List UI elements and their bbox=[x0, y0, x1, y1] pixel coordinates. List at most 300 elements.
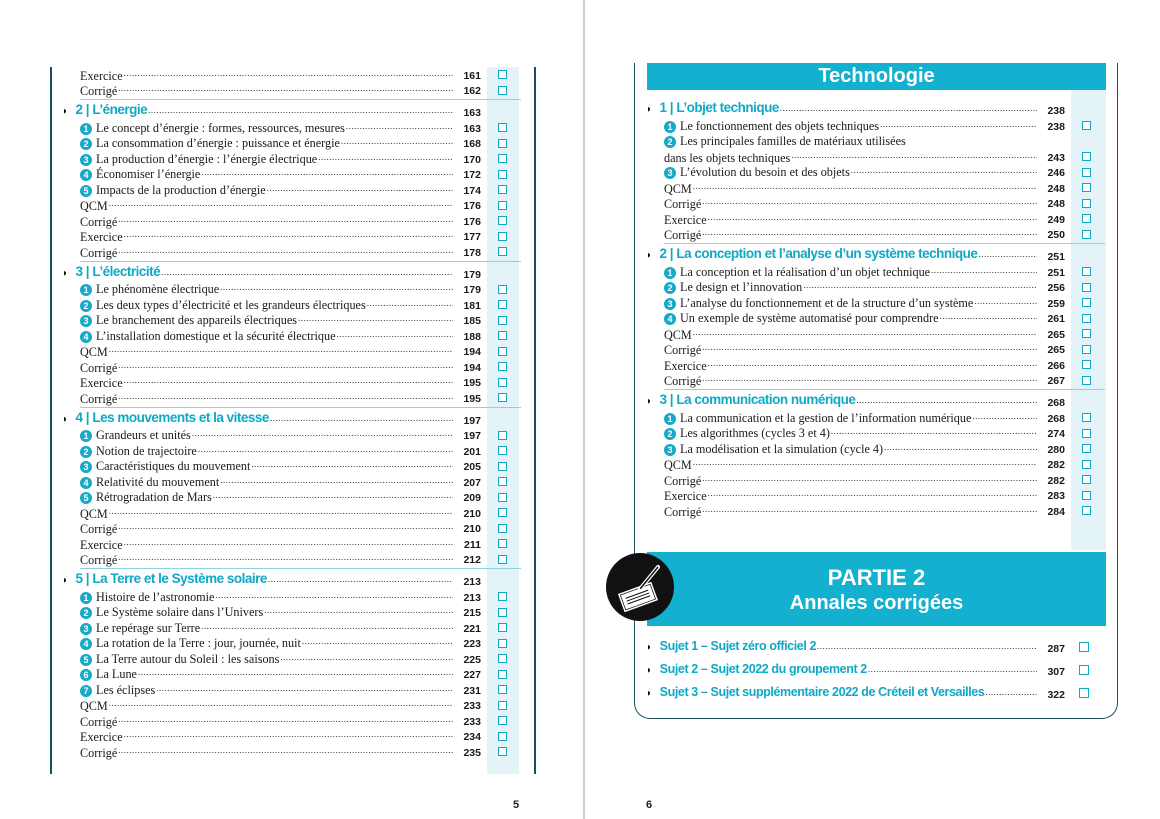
checkbox-icon[interactable] bbox=[498, 216, 507, 225]
page-ref: 283 bbox=[1047, 490, 1065, 502]
annale-entry[interactable] bbox=[646, 684, 1065, 702]
checkbox-icon[interactable] bbox=[1082, 314, 1091, 323]
entry-label: Les deux types d’électricité et les grandeurs électriques bbox=[96, 297, 366, 312]
dot-leader bbox=[118, 518, 453, 533]
entry-label: Le Système solaire dans l’Univers bbox=[96, 605, 264, 619]
dot-leader bbox=[302, 633, 453, 648]
checkbox-icon[interactable] bbox=[498, 123, 507, 132]
chapter-title-wrap bbox=[646, 247, 977, 264]
page-ref: 280 bbox=[1047, 443, 1065, 456]
entry-label-wrap bbox=[80, 199, 108, 213]
page-ref: 211 bbox=[464, 538, 481, 551]
checkbox-icon[interactable] bbox=[498, 201, 507, 210]
checkbox-icon[interactable] bbox=[1079, 688, 1089, 698]
dot-leader bbox=[215, 587, 453, 602]
entry-label: Exercice bbox=[664, 212, 707, 227]
dot-leader bbox=[972, 408, 1037, 423]
dot-leader bbox=[341, 133, 453, 148]
dot-leader bbox=[702, 470, 1037, 485]
entry-label-wrap bbox=[80, 282, 219, 297]
checkbox-icon[interactable] bbox=[498, 608, 507, 617]
entry-label: Exercice bbox=[80, 730, 123, 744]
entry-label-wrap bbox=[80, 730, 123, 744]
page-ref: 243 bbox=[1047, 151, 1065, 164]
entry-label: Corrigé bbox=[80, 214, 118, 229]
entry-label-wrap bbox=[80, 313, 297, 328]
checkbox-icon[interactable] bbox=[498, 139, 507, 148]
dot-leader bbox=[884, 439, 1037, 454]
entry-label: Corrigé bbox=[664, 374, 702, 388]
dot-leader bbox=[124, 65, 453, 80]
checkbox-icon[interactable] bbox=[1082, 413, 1091, 422]
checkbox-icon[interactable] bbox=[498, 639, 507, 648]
dot-leader bbox=[201, 164, 453, 179]
page-ref: 194 bbox=[463, 346, 481, 358]
entry-label: Exercice bbox=[80, 230, 123, 244]
entry-label-wrap bbox=[80, 121, 345, 136]
section-number-badge: 2 bbox=[80, 607, 92, 619]
checkbox-icon[interactable] bbox=[1082, 460, 1091, 469]
page-ref: 172 bbox=[463, 169, 481, 181]
checkbox-icon[interactable] bbox=[498, 462, 507, 471]
section-number-badge: 3 bbox=[80, 315, 92, 327]
page-ref: 177 bbox=[463, 231, 481, 243]
entry-label: L’installation domestique et la sécurité électrique bbox=[96, 328, 336, 343]
page-ref: 268 bbox=[1047, 412, 1065, 425]
dot-leader bbox=[118, 388, 453, 403]
checkbox-icon[interactable] bbox=[1082, 360, 1091, 369]
checkbox-icon[interactable] bbox=[1079, 642, 1089, 652]
checkbox-icon[interactable] bbox=[498, 393, 507, 402]
entry-label-wrap bbox=[80, 69, 123, 83]
entry-label: Corrigé bbox=[664, 343, 702, 357]
dot-leader bbox=[803, 277, 1037, 292]
part-subtitle: Annales corrigées bbox=[789, 592, 964, 614]
checkbox-icon[interactable] bbox=[1082, 121, 1091, 130]
entry-label: Le fonctionnement des objets techniques bbox=[680, 118, 880, 133]
entry-label: Exercice bbox=[80, 537, 123, 552]
entry-label-wrap bbox=[80, 507, 108, 521]
checkbox-icon[interactable] bbox=[498, 654, 507, 663]
dot-leader bbox=[708, 485, 1037, 500]
checkbox-icon[interactable] bbox=[498, 747, 507, 756]
entry-label: Corrigé bbox=[664, 228, 702, 242]
page-ref: 176 bbox=[463, 215, 481, 228]
checkbox-icon[interactable] bbox=[498, 247, 507, 256]
triangle-bullet-icon: ◗ bbox=[646, 396, 652, 407]
checkbox-icon[interactable] bbox=[498, 185, 507, 194]
entry-label-wrap bbox=[664, 328, 692, 342]
dot-leader bbox=[337, 326, 454, 341]
entry-label: Le phénomène électrique bbox=[96, 282, 220, 296]
dot-leader bbox=[192, 425, 453, 440]
dot-leader bbox=[367, 295, 453, 310]
chapter-separator bbox=[80, 261, 521, 262]
checkbox-icon[interactable] bbox=[1082, 506, 1091, 515]
entry-label-wrap bbox=[664, 458, 692, 472]
triangle-bullet-icon: ◗ bbox=[62, 267, 68, 279]
dot-leader bbox=[702, 193, 1037, 208]
checkbox-icon[interactable] bbox=[498, 701, 507, 710]
page-ref: 179 bbox=[463, 268, 481, 281]
annale-title-wrap bbox=[646, 639, 816, 656]
entry-label: QCM bbox=[80, 199, 108, 213]
section-number-badge: 3 bbox=[80, 154, 92, 166]
page-ref: 181 bbox=[463, 299, 481, 312]
dot-leader bbox=[118, 357, 453, 372]
page-ref: 287 bbox=[1047, 643, 1065, 655]
page-ref: 207 bbox=[463, 476, 481, 489]
checkbox-icon[interactable] bbox=[498, 477, 507, 486]
checkbox-icon[interactable] bbox=[498, 300, 507, 309]
toc-entry[interactable] bbox=[80, 83, 481, 99]
checkbox-icon[interactable] bbox=[1082, 376, 1091, 385]
checkbox-icon[interactable] bbox=[498, 431, 507, 440]
entry-label: Les algorithmes (cycles 3 et 4) bbox=[680, 426, 830, 440]
entry-label-wrap bbox=[80, 345, 108, 359]
section-number-badge: 2 bbox=[664, 428, 676, 440]
entry-label: Corrigé bbox=[80, 245, 118, 260]
checkbox-icon[interactable] bbox=[1082, 491, 1091, 500]
dot-leader bbox=[148, 102, 453, 117]
page-ref: 259 bbox=[1047, 297, 1065, 310]
page-ref: 267 bbox=[1047, 375, 1065, 387]
toc-entry[interactable] bbox=[80, 390, 481, 406]
entry-label-wrap bbox=[80, 522, 117, 536]
entry-label: La communication et la gestion de l’information numérique bbox=[680, 410, 972, 425]
checkbox-icon[interactable] bbox=[1082, 329, 1091, 338]
checkbox-icon[interactable] bbox=[1082, 345, 1091, 354]
page-ref: 246 bbox=[1047, 167, 1065, 179]
dot-leader bbox=[978, 246, 1037, 261]
dot-leader bbox=[693, 178, 1037, 193]
checkbox-icon[interactable] bbox=[498, 362, 507, 371]
entry-label: Exercice bbox=[80, 68, 123, 83]
dot-leader bbox=[280, 649, 453, 664]
entry-label: Histoire de l’astronomie bbox=[96, 589, 215, 604]
checkbox-icon[interactable] bbox=[1082, 168, 1091, 177]
entry-label: Caractéristiques du mouvement bbox=[96, 459, 251, 473]
entry-label: L’évolution du besoin et des objets bbox=[680, 165, 850, 179]
chapter-separator bbox=[80, 407, 521, 408]
checkbox-icon[interactable] bbox=[498, 154, 507, 163]
page-ref: 179 bbox=[463, 284, 481, 296]
section-number-badge: 4 bbox=[80, 477, 92, 489]
checkbox-icon[interactable] bbox=[498, 493, 507, 502]
entry-label: Impacts de la production d’énergie bbox=[96, 182, 266, 197]
page-ref: 161 bbox=[463, 69, 481, 82]
checkbox-icon[interactable] bbox=[1082, 230, 1091, 239]
dot-leader bbox=[138, 664, 453, 679]
entry-label-wrap bbox=[80, 475, 219, 490]
entry-label-wrap bbox=[80, 167, 200, 182]
chapter-title: 2 | La conception et l’analyse d’un système technique bbox=[659, 246, 978, 261]
checkbox-icon[interactable] bbox=[498, 331, 507, 340]
triangle-bullet-icon: ◗ bbox=[646, 688, 652, 699]
entry-label: L’analyse du fonctionnement et de la structure d’un système bbox=[680, 295, 974, 310]
toc-entry[interactable] bbox=[80, 744, 481, 760]
chapter-title: 3 | La communication numérique bbox=[659, 392, 856, 407]
entry-label: QCM bbox=[664, 458, 692, 472]
chapter-title-wrap bbox=[62, 265, 160, 282]
page-ref: 248 bbox=[1047, 182, 1065, 195]
section-number-badge: 3 bbox=[664, 444, 676, 456]
entry-label-wrap bbox=[664, 343, 701, 357]
section-number-badge: 1 bbox=[80, 123, 92, 135]
page-ref: 265 bbox=[1047, 328, 1065, 341]
checkbox-icon[interactable] bbox=[1082, 267, 1091, 276]
entry-label: Les principales familles de matériaux utilisées bbox=[680, 134, 906, 148]
checkbox-icon[interactable] bbox=[1082, 183, 1091, 192]
dot-leader bbox=[880, 116, 1037, 131]
chapter-title-wrap bbox=[62, 103, 147, 120]
dot-leader bbox=[817, 638, 1037, 653]
checkbox-icon[interactable] bbox=[498, 347, 507, 356]
page-ref: 248 bbox=[1047, 198, 1065, 210]
page-ref: 322 bbox=[1047, 689, 1065, 701]
dot-leader bbox=[702, 339, 1037, 354]
dot-leader bbox=[708, 209, 1037, 224]
dot-leader bbox=[220, 472, 453, 487]
section-number-badge: 4 bbox=[80, 169, 92, 181]
entry-label: La Lune bbox=[96, 667, 137, 681]
page-ref: 250 bbox=[1047, 229, 1065, 241]
section-number-badge: 1 bbox=[664, 121, 676, 133]
triangle-bullet-icon: ◗ bbox=[62, 106, 68, 117]
checkbox-icon[interactable] bbox=[498, 285, 507, 294]
checkbox-icon[interactable] bbox=[1082, 283, 1091, 292]
section-number-badge: 1 bbox=[80, 592, 92, 604]
page-ref: 195 bbox=[463, 392, 481, 405]
toc-entry[interactable] bbox=[664, 373, 1065, 389]
chapter-title-wrap bbox=[646, 393, 855, 410]
checkbox-icon[interactable] bbox=[498, 446, 507, 455]
dot-leader bbox=[267, 180, 453, 195]
dot-leader bbox=[118, 80, 453, 95]
section-number-badge: 4 bbox=[80, 638, 92, 650]
entry-label: Exercice bbox=[80, 376, 123, 390]
checkbox-icon[interactable] bbox=[1079, 665, 1089, 675]
checkbox-icon[interactable] bbox=[498, 508, 507, 517]
entry-label: QCM bbox=[80, 699, 108, 713]
section-number-badge: 4 bbox=[664, 313, 676, 325]
page-ref: 256 bbox=[1047, 282, 1065, 294]
dot-leader bbox=[693, 454, 1037, 469]
section-number-badge: 5 bbox=[80, 185, 92, 197]
entry-label: Le concept d’énergie : formes, ressources, mesures bbox=[96, 120, 345, 135]
dot-leader bbox=[124, 726, 453, 741]
chapter-title-wrap bbox=[646, 101, 779, 118]
dot-leader bbox=[198, 441, 453, 456]
entry-label-wrap bbox=[664, 151, 790, 165]
checkbox-icon[interactable] bbox=[498, 732, 507, 741]
entry-label-wrap bbox=[80, 84, 117, 98]
toc-entry[interactable] bbox=[664, 118, 1065, 134]
checkbox-icon[interactable] bbox=[1082, 152, 1091, 161]
annale-title-wrap bbox=[646, 685, 984, 702]
entry-label: Le repérage sur Terre bbox=[96, 620, 201, 635]
page-ref: 205 bbox=[463, 461, 481, 473]
dot-leader bbox=[985, 684, 1037, 699]
entry-label: dans les objets techniques bbox=[664, 150, 791, 165]
chapter-title: 4 | Les mouvements et la vitesse bbox=[75, 409, 269, 425]
pencil-paper-icon bbox=[606, 553, 674, 621]
page-ref: 266 bbox=[1047, 359, 1065, 372]
dot-leader bbox=[270, 410, 453, 425]
entry-label: La conception et la réalisation d’un objet technique bbox=[680, 264, 931, 279]
entry-label: QCM bbox=[80, 345, 108, 359]
checkbox-icon[interactable] bbox=[498, 670, 507, 679]
annale-entry[interactable] bbox=[646, 661, 1065, 679]
dot-leader bbox=[109, 195, 453, 210]
section-number-badge: 3 bbox=[664, 167, 676, 179]
checkbox-icon[interactable] bbox=[1082, 475, 1091, 484]
entry-label: Corrigé bbox=[80, 360, 118, 375]
entry-label: Un exemple de système automatisé pour comprendre bbox=[680, 311, 939, 325]
entry-label-wrap bbox=[80, 361, 117, 375]
page-ref: 238 bbox=[1047, 105, 1065, 117]
chapter-separator bbox=[664, 243, 1105, 244]
section-number-badge: 3 bbox=[80, 461, 92, 473]
entry-label-wrap bbox=[664, 359, 707, 373]
dot-leader bbox=[318, 149, 453, 164]
entry-label: Économiser l’énergie bbox=[96, 167, 201, 181]
page-ref: 249 bbox=[1047, 213, 1065, 226]
checkbox-icon[interactable] bbox=[1082, 199, 1091, 208]
page-ref: 251 bbox=[1047, 266, 1065, 279]
toc-entry[interactable] bbox=[80, 552, 481, 568]
page-ref: 261 bbox=[1047, 313, 1065, 325]
triangle-bullet-icon: ◗ bbox=[646, 104, 652, 115]
checkbox-icon[interactable] bbox=[498, 70, 507, 79]
dot-leader bbox=[124, 534, 453, 549]
checkbox-icon[interactable] bbox=[498, 316, 507, 325]
section-number-badge: 1 bbox=[80, 430, 92, 442]
page-ref: 195 bbox=[463, 377, 481, 389]
toc-entry[interactable] bbox=[664, 503, 1065, 519]
toc-entry[interactable] bbox=[664, 227, 1065, 243]
section-number-badge: 5 bbox=[80, 654, 92, 666]
checkbox-icon[interactable] bbox=[498, 685, 507, 694]
checkbox-icon[interactable] bbox=[498, 378, 507, 387]
entry-label: Corrigé bbox=[80, 714, 118, 729]
page-ref: 231 bbox=[463, 684, 481, 697]
triangle-bullet-icon: ◗ bbox=[62, 575, 68, 586]
entry-label: La rotation de la Terre : jour, journée, nuit bbox=[96, 636, 301, 650]
entry-label: Exercice bbox=[664, 489, 707, 503]
dot-leader bbox=[856, 392, 1037, 407]
section-number-badge: 1 bbox=[664, 413, 676, 425]
page-ref: 234 bbox=[463, 731, 481, 743]
page-ref: 209 bbox=[463, 492, 481, 504]
toc-entry[interactable] bbox=[80, 244, 481, 260]
section-number-badge: 2 bbox=[80, 138, 92, 150]
dot-leader bbox=[940, 308, 1037, 323]
page-ref: 210 bbox=[463, 523, 481, 535]
annale-title: Sujet 2 – Sujet 2022 du groupement 2 bbox=[659, 662, 867, 676]
entry-label-wrap bbox=[80, 667, 137, 682]
entry-label-wrap bbox=[664, 474, 701, 488]
entry-label: Le design et l’innovation bbox=[680, 280, 803, 294]
entry-label-wrap bbox=[80, 538, 123, 552]
annale-entry[interactable] bbox=[646, 638, 1065, 656]
entry-label-wrap bbox=[80, 246, 117, 260]
checkbox-icon[interactable] bbox=[498, 539, 507, 548]
dot-leader bbox=[780, 100, 1037, 115]
page-number-right: 6 bbox=[646, 799, 653, 811]
entry-label: Notion de trajectoire bbox=[96, 443, 197, 458]
dot-leader bbox=[251, 456, 453, 471]
partie-2-banner bbox=[647, 552, 1106, 626]
chapter-title: 5 | La Terre et le Système solaire bbox=[75, 571, 267, 586]
chapter-title: 2 | L’énergie bbox=[75, 102, 148, 117]
entry-label: QCM bbox=[664, 327, 692, 342]
dot-leader bbox=[868, 661, 1037, 676]
checkbox-icon[interactable] bbox=[498, 86, 507, 95]
page-ref: 213 bbox=[463, 591, 481, 604]
checkbox-icon[interactable] bbox=[1082, 444, 1091, 453]
dot-leader bbox=[118, 711, 453, 726]
dot-leader bbox=[124, 372, 453, 387]
checkbox-icon[interactable] bbox=[498, 524, 507, 533]
entry-label-wrap bbox=[80, 699, 108, 713]
page-ref: 282 bbox=[1047, 474, 1065, 487]
checkbox-icon[interactable] bbox=[1082, 298, 1091, 307]
checkbox-icon[interactable] bbox=[498, 232, 507, 241]
entry-label: QCM bbox=[80, 506, 108, 521]
dot-leader bbox=[118, 549, 453, 564]
dot-leader bbox=[268, 571, 453, 586]
entry-label: Exercice bbox=[664, 358, 707, 373]
checkbox-icon[interactable] bbox=[498, 716, 507, 725]
checkbox-icon[interactable] bbox=[1082, 214, 1091, 223]
checkbox-icon[interactable] bbox=[498, 170, 507, 179]
entry-label-wrap bbox=[80, 215, 117, 229]
checkbox-icon[interactable] bbox=[1082, 429, 1091, 438]
checkbox-icon[interactable] bbox=[498, 623, 507, 632]
entry-label: Corrigé bbox=[80, 391, 118, 406]
dot-leader bbox=[201, 618, 453, 633]
entry-label-wrap bbox=[664, 489, 707, 503]
section-number-badge: 4 bbox=[80, 331, 92, 343]
page-ref: 227 bbox=[463, 669, 481, 681]
entry-label-wrap bbox=[664, 182, 692, 196]
checkbox-icon[interactable] bbox=[498, 555, 507, 564]
page-ref: 185 bbox=[463, 315, 481, 327]
entry-label: Grandeurs et unités bbox=[96, 428, 191, 442]
page-ref: 213 bbox=[463, 576, 481, 588]
section-title-technologie: Technologie bbox=[647, 63, 1106, 90]
triangle-bullet-icon: ◗ bbox=[646, 642, 652, 653]
chapter-separator bbox=[80, 99, 521, 100]
dot-leader bbox=[851, 162, 1037, 177]
entry-label: La production d’énergie : l’énergie électrique bbox=[96, 151, 318, 166]
page-ref: 225 bbox=[463, 653, 481, 666]
entry-label: Corrigé bbox=[664, 197, 702, 211]
entry-label-wrap bbox=[664, 374, 701, 388]
chapter-separator bbox=[664, 389, 1105, 390]
checkbox-icon[interactable] bbox=[498, 592, 507, 601]
entry-label: Rétrogradation de Mars bbox=[96, 490, 212, 504]
section-number-badge: 2 bbox=[80, 446, 92, 458]
annale-title: Sujet 1 – Sujet zéro officiel 2 bbox=[659, 639, 817, 653]
entry-label: Corrigé bbox=[80, 522, 118, 536]
entry-label-wrap bbox=[80, 553, 117, 567]
section-number-badge: 7 bbox=[80, 685, 92, 697]
page-ref: 162 bbox=[463, 85, 481, 97]
page-ref: 197 bbox=[463, 430, 481, 442]
chapter-separator bbox=[80, 568, 521, 569]
